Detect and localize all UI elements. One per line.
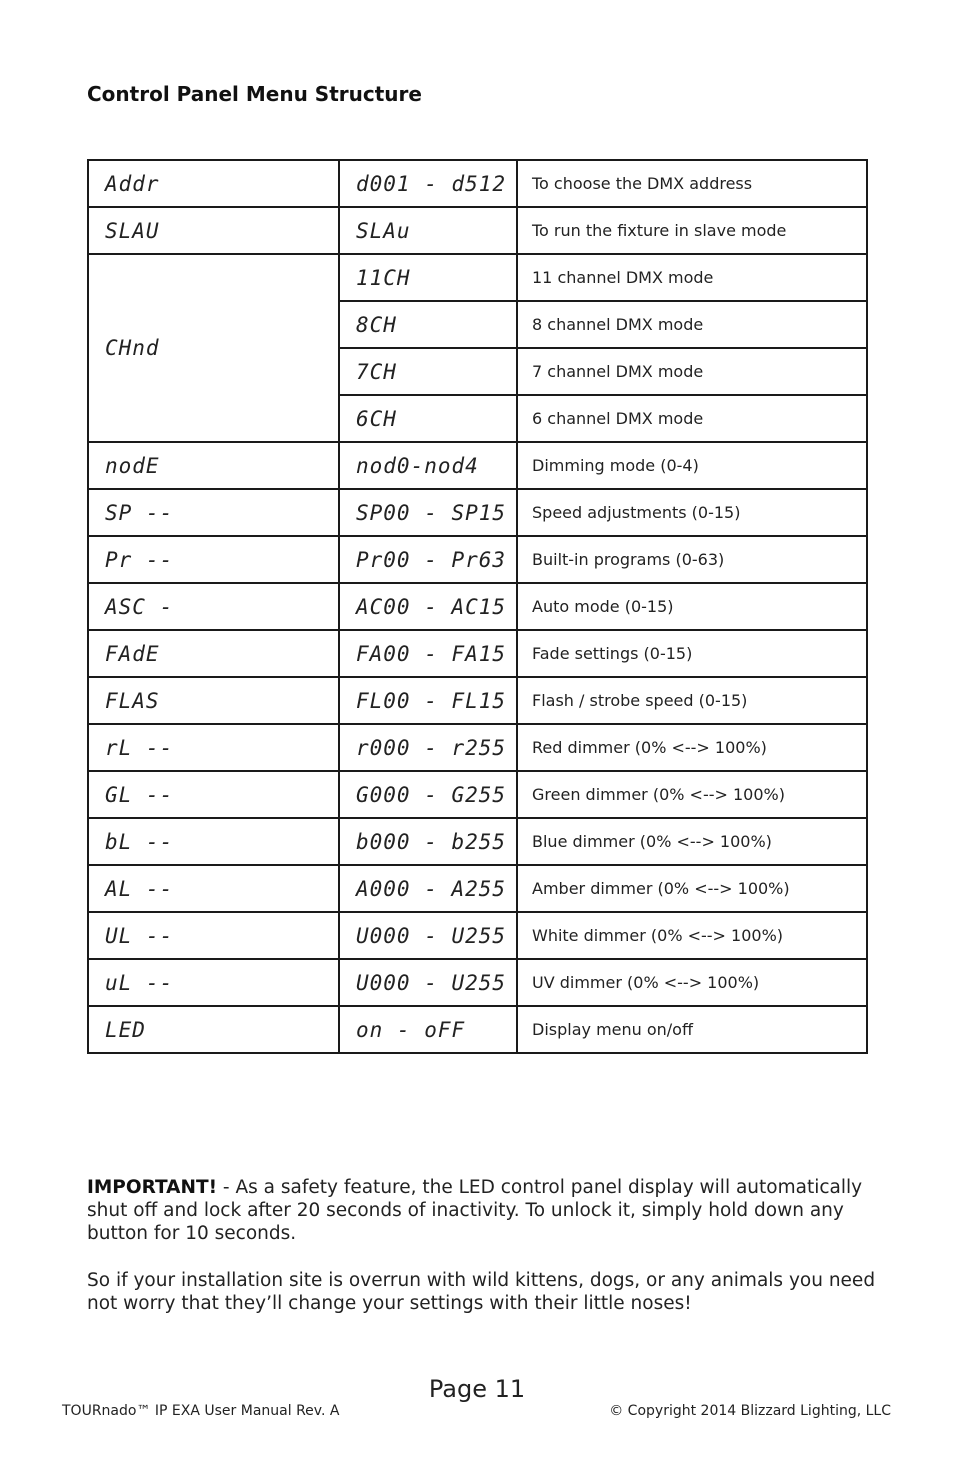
menu-value: 11CH	[339, 254, 517, 301]
menu-description: 11 channel DMX mode	[517, 254, 867, 301]
table-row	[88, 724, 867, 771]
menu-code: SP --	[88, 489, 339, 536]
menu-value: U000 - U255	[339, 912, 517, 959]
menu-code: FAdE	[88, 630, 339, 677]
table-row	[88, 160, 867, 207]
menu-description: To run the fixture in slave mode	[517, 207, 867, 254]
menu-description: To choose the DMX address	[517, 160, 867, 207]
menu-description: 8 channel DMX mode	[517, 301, 867, 348]
menu-description: 7 channel DMX mode	[517, 348, 867, 395]
menu-code: uL --	[88, 959, 339, 1006]
menu-description: UV dimmer (0% <--> 100%)	[517, 959, 867, 1006]
menu-description: Auto mode (0-15)	[517, 583, 867, 630]
table-row	[88, 959, 867, 1006]
table-row	[88, 207, 867, 254]
menu-value: r000 - r255	[339, 724, 517, 771]
menu-value: 6CH	[339, 395, 517, 442]
menu-code: SLAU	[88, 207, 339, 254]
menu-description: White dimmer (0% <--> 100%)	[517, 912, 867, 959]
menu-structure-table	[87, 159, 868, 1054]
menu-code: Addr	[88, 160, 339, 207]
table-row	[88, 771, 867, 818]
menu-code: AL --	[88, 865, 339, 912]
menu-description: Built-in programs (0-63)	[517, 536, 867, 583]
menu-value: nod0-nod4	[339, 442, 517, 489]
menu-code: ASC -	[88, 583, 339, 630]
menu-code: CHnd	[88, 254, 339, 442]
menu-value: SLAu	[339, 207, 517, 254]
menu-description: Red dimmer (0% <--> 100%)	[517, 724, 867, 771]
important-label: IMPORTANT!	[87, 1177, 218, 1198]
notes-section	[87, 1176, 877, 1339]
table-row	[88, 912, 867, 959]
table-row	[88, 536, 867, 583]
table-row	[88, 442, 867, 489]
important-text: - As a safety feature, the LED control panel display will automatically shut off and lock after 20 seconds of inactivity. To unlock it, simply hold down any button for 10 seconds.	[87, 1177, 863, 1244]
menu-value: b000 - b255	[339, 818, 517, 865]
menu-description: Amber dimmer (0% <--> 100%)	[517, 865, 867, 912]
menu-value: A000 - A255	[339, 865, 517, 912]
menu-code: Pr --	[88, 536, 339, 583]
menu-description: Fade settings (0-15)	[517, 630, 867, 677]
table-row	[88, 818, 867, 865]
footer-manual-title: TOURnado™ IP EXA User Manual Rev. A	[62, 1403, 340, 1419]
page-number: Page 11	[428, 1375, 526, 1403]
table-row	[88, 489, 867, 536]
table-row	[88, 677, 867, 724]
menu-value: G000 - G255	[339, 771, 517, 818]
menu-value: SP00 - SP15	[339, 489, 517, 536]
menu-code: FLAS	[88, 677, 339, 724]
menu-value: 8CH	[339, 301, 517, 348]
menu-description: Green dimmer (0% <--> 100%)	[517, 771, 867, 818]
menu-value: on - oFF	[339, 1006, 517, 1053]
page-title: Control Panel Menu Structure	[87, 82, 422, 106]
menu-value: U000 - U255	[339, 959, 517, 1006]
menu-value: AC00 - AC15	[339, 583, 517, 630]
important-note	[87, 1176, 877, 1245]
table-row	[88, 254, 867, 301]
table-row	[88, 1006, 867, 1053]
table-row	[88, 630, 867, 677]
menu-code: rL --	[88, 724, 339, 771]
menu-code: GL --	[88, 771, 339, 818]
menu-code: bL --	[88, 818, 339, 865]
menu-description: Speed adjustments (0-15)	[517, 489, 867, 536]
table-row	[88, 865, 867, 912]
menu-value: FA00 - FA15	[339, 630, 517, 677]
animals-note: So if your installation site is overrun with wild kittens, dogs, or any animals you need not worry that they’ll change your settings with their little noses!	[87, 1270, 876, 1314]
menu-description: Flash / strobe speed (0-15)	[517, 677, 867, 724]
menu-value: 7CH	[339, 348, 517, 395]
menu-description: Blue dimmer (0% <--> 100%)	[517, 818, 867, 865]
menu-code: nodE	[88, 442, 339, 489]
menu-description: Display menu on/off	[517, 1006, 867, 1053]
menu-description: 6 channel DMX mode	[517, 395, 867, 442]
menu-value: d001 - d512	[339, 160, 517, 207]
menu-code: UL --	[88, 912, 339, 959]
menu-value: FL00 - FL15	[339, 677, 517, 724]
menu-value: Pr00 - Pr63	[339, 536, 517, 583]
footer-copyright: © Copyright 2014 Blizzard Lighting, LLC	[609, 1403, 891, 1419]
menu-description: Dimming mode (0-4)	[517, 442, 867, 489]
menu-code: LED	[88, 1006, 339, 1053]
table-row	[88, 583, 867, 630]
